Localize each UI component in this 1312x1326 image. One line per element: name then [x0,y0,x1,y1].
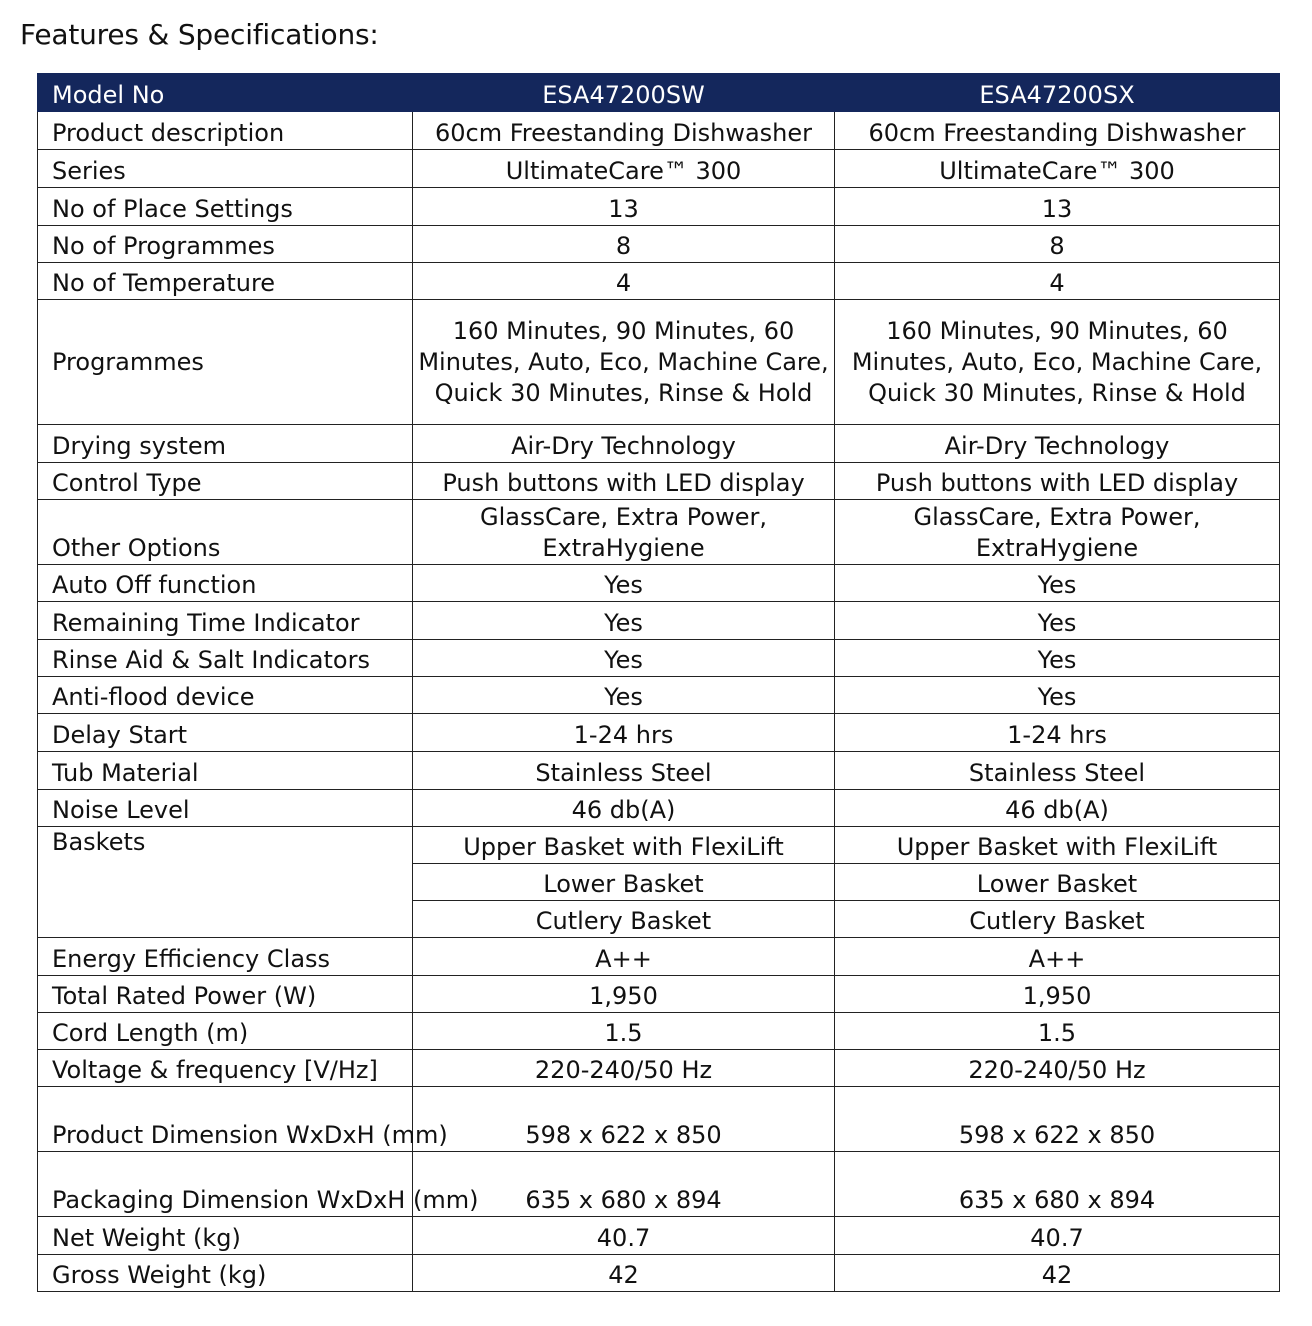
table-row [38,226,1280,263]
row-value-1: 1.5 [413,1013,835,1050]
table-row [38,790,1280,827]
header-model-1: ESA47200SW [413,74,835,112]
row-value-1: 8 [413,226,835,263]
row-value-2: Stainless Steel [835,752,1280,790]
row-label: Product Dimension WxDxH (mm) [38,1087,413,1152]
row-value-1: Yes [413,677,835,714]
row-value-2: 42 [835,1255,1280,1292]
row-label: Total Rated Power (W) [38,976,413,1013]
row-value-2: 1,950 [835,976,1280,1013]
row-value-2: 635 x 680 x 894 [835,1152,1280,1217]
row-label: Drying system [38,425,413,463]
row-label: Rinse Aid & Salt Indicators [38,640,413,677]
table-row [38,500,1280,565]
row-value-2: 40.7 [835,1217,1280,1255]
table-row [38,677,1280,714]
row-value-2: 160 Minutes, 90 Minutes, 60 Minutes, Auto, Eco, Machine Care, Quick 30 Minutes, Rinse & Hold [835,300,1280,425]
row-value-1: 40.7 [413,1217,835,1255]
row-value-1: Cutlery Basket [413,901,835,938]
row-value-2: Upper Basket with FlexiLift [835,827,1280,864]
row-label: No of Temperature [38,263,413,300]
table-row [38,1217,1280,1255]
page-title: Features & Specifications: [20,18,379,51]
row-label: Remaining Time Indicator [38,602,413,640]
row-value-2: 598 x 622 x 850 [835,1087,1280,1152]
table-row [38,1013,1280,1050]
row-value-1: 220-240/50 Hz [413,1050,835,1087]
table-row [38,602,1280,640]
row-value-2: 1.5 [835,1013,1280,1050]
row-value-1: 160 Minutes, 90 Minutes, 60 Minutes, Auto, Eco, Machine Care, Quick 30 Minutes, Rinse & Hold [413,300,835,425]
row-value-1: Air-Dry Technology [413,425,835,463]
row-label: Cord Length (m) [38,1013,413,1050]
row-value-2: Lower Basket [835,864,1280,901]
row-label: Energy Efficiency Class [38,938,413,976]
row-value-2: Air-Dry Technology [835,425,1280,463]
row-value-1: Lower Basket [413,864,835,901]
row-value-2: Cutlery Basket [835,901,1280,938]
row-value-2: Push buttons with LED display [835,463,1280,500]
table-row [38,112,1280,150]
table-row [38,1050,1280,1087]
row-label: Gross Weight (kg) [38,1255,413,1292]
table-row [38,938,1280,976]
table-row [38,1255,1280,1292]
table-row [38,1087,1280,1152]
table-row [38,976,1280,1013]
row-value-2: Yes [835,565,1280,602]
row-value-1: GlassCare, Extra Power, ExtraHygiene [413,500,835,565]
row-value-2: 13 [835,188,1280,226]
row-value-1: 42 [413,1255,835,1292]
row-value-2: Yes [835,640,1280,677]
row-value-2: 4 [835,263,1280,300]
row-value-1: A++ [413,938,835,976]
row-value-2: Yes [835,602,1280,640]
row-label: Series [38,150,413,188]
spec-table [37,73,1280,1292]
row-value-1: Upper Basket with FlexiLift [413,827,835,864]
table-row [38,150,1280,188]
row-value-2: 46 db(A) [835,790,1280,827]
row-label: Baskets [38,827,413,938]
row-label: Anti-flood device [38,677,413,714]
row-value-2: 60cm Freestanding Dishwasher [835,112,1280,150]
row-value-1: 4 [413,263,835,300]
row-value-1: 598 x 622 x 850 [413,1087,835,1152]
table-row [38,827,1280,864]
row-label: Net Weight (kg) [38,1217,413,1255]
row-value-2: GlassCare, Extra Power, ExtraHygiene [835,500,1280,565]
row-label: Tub Material [38,752,413,790]
row-value-1: 13 [413,188,835,226]
table-row [38,425,1280,463]
row-label: Noise Level [38,790,413,827]
table-row [38,1152,1280,1217]
table-row [38,188,1280,226]
header-label: Model No [38,74,413,112]
row-value-2: UltimateCare™ 300 [835,150,1280,188]
table-row [38,463,1280,500]
row-value-1: 1,950 [413,976,835,1013]
row-value-1: Push buttons with LED display [413,463,835,500]
row-label: Delay Start [38,714,413,752]
row-label: Auto Off function [38,565,413,602]
row-label: Packaging Dimension WxDxH (mm) [38,1152,413,1217]
row-value-1: 60cm Freestanding Dishwasher [413,112,835,150]
row-label: Programmes [38,300,413,425]
table-row [38,714,1280,752]
row-value-1: 635 x 680 x 894 [413,1152,835,1217]
row-label: Product description [38,112,413,150]
table-row [38,752,1280,790]
table-row [38,300,1280,425]
row-value-1: Yes [413,602,835,640]
header-model-2: ESA47200SX [835,74,1280,112]
row-value-2: 220-240/50 Hz [835,1050,1280,1087]
row-value-1: UltimateCare™ 300 [413,150,835,188]
row-label: Control Type [38,463,413,500]
row-label: No of Programmes [38,226,413,263]
row-value-1: 1-24 hrs [413,714,835,752]
row-label: Voltage & frequency [V/Hz] [38,1050,413,1087]
row-value-2: 8 [835,226,1280,263]
row-value-1: 46 db(A) [413,790,835,827]
row-label: Other Options [38,500,413,565]
row-value-1: Yes [413,565,835,602]
row-value-1: Stainless Steel [413,752,835,790]
row-value-2: Yes [835,677,1280,714]
table-row [38,565,1280,602]
table-row [38,640,1280,677]
row-value-2: 1-24 hrs [835,714,1280,752]
row-value-1: Yes [413,640,835,677]
row-label: No of Place Settings [38,188,413,226]
table-row [38,263,1280,300]
row-value-2: A++ [835,938,1280,976]
table-header-row [38,74,1280,112]
